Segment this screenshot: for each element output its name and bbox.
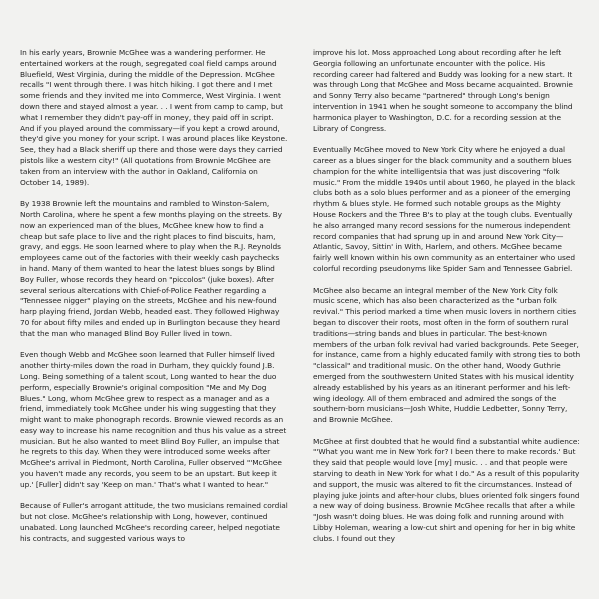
- left-text-column: [20, 48, 288, 555]
- paragraph: In his early years, Brownie McGhee was a wandering performer. He entertained workers at the rough, segregated coal field camps around Bluefield, West Virginia, during the middle of the Depression. McGhee recalls "I went through there. I was hitch hiking. I got there and I met some friends and they invited me into Commerce, West Virginia. I went down there and stayed almost a year. . . I went from camp to camp, but what I remember they didn't pay-off in money, they paid off in script. And if you played around the commissary—if you kept a crowd around, they'd give you money for your script. I was around places like Keystone. See, they had a Black sheriff up there and those were days they carried pistols like a western city!" (All quotations from Brownie McGhee are taken from an interview with the author in Oakland, California on October 14, 1989).: [20, 48, 288, 187]
- paragraph: By 1938 Brownie left the mountains and rambled to Winston-Salem, North Carolina, where he spent a few months playing on the streets. By now an experienced man of the blues, McGhee knew how to find a cheap but safe place to live and the right places to find biscuits, ham, gravy, and eggs. He soon learned where to play when the R.J. Reynolds employees came out of the factories with their weekly cash paychecks in hand. Many of them wanted to hear the latest blues songs by Blind Boy Fuller, whose records they heard on "piccolos" (juke boxes). After several serious altercations with Chief-of-Police Feather regarding a "Tennessee nigger" playing on the streets, McGhee and his new-found harp playing friend, Jordan Webb, headed east. They followed Highway 70 for about fifty miles and ended up in Burlington because they heard that the man who managed Blind Boy Fuller lived in town.: [20, 199, 282, 338]
- paragraph: McGhee also became an integral member of the New York City folk music scene, which has also been characterized as the "urban folk revival." This period marked a time when music lovers in northern cities began to discover their roots, most often in the form of southern rural traditions—string bands and blues in particular. The best-known members of the urban folk revival had varied backgrounds. Pete Seeger, for instance, came from a highly educated family with strong ties to both "classical" and traditional music. On the other hand, Woody Guthrie emerged from the southwestern United States with his musical identity already established by his years as an itinerant performer and his left-wing ideology. All of them embraced and admired the songs of the southern-born musicians—Josh White, Huddie Ledbetter, Sonny Terry, and Brownie McGhee.: [313, 285, 581, 425]
- paragraph: improve his lot. Moss approached Long about recording after he left Georgia following an unfortunate encounter with the police. His recording career had faltered and Buddy was looking for a new start. It was through Long that McGhee and Moss became acquainted. Brownie and Sonny Terry also became "partnered" through Long's benign intervention in 1941 when he sought someone to accompany the blind harmonica player to Washington, D.C. for a recording session at the Library of Congress.: [313, 48, 573, 133]
- right-text-column: [313, 48, 581, 555]
- paragraph: Even though Webb and McGhee soon learned that Fuller himself lived another thirty-miles down the road in Durham, they quickly found J.B. Long. Being something of a talent scout, Long wanted to hear the duo perform, especially Brownie's original composition "Me and My Dog Blues." Long, whom McGhee grew to respect as a manager and as a friend, immediately took McGhee under his wing suggesting that they might want to make phonograph records. Brownie viewed records as an easy way to increase his name recognition and thus his value as a street musician. But he also wanted to meet Blind Boy Fuller, an impulse that he regrets to this day. When they were introduced some weeks after McGhee's arrival in Piedmont, North Carolina, Fuller observed "'McGhee you haven't made any records, you seem to be an upstart. But keep it up.' [Fuller] didn't say 'Keep on man.' That's what I wanted to hear.": [20, 350, 287, 489]
- paragraph: McGhee at first doubted that he would find a substantial white audience: "'What you want me in New York for? I been there to make records.' But they said that people would love [my] music. . . and that people were starving to death in New York for what I do." As a result of this popularity and support, the music was altered to fit the circumstances. Instead of playing juke joints and after-hour clubs, blues oriented folk singers found a new way of doing business. Brownie McGhee recalls that after a while "Josh wasn't doing blues. He was doing folk and running around with Libby Holeman, wearing a low-cut shirt and opening for her in big white clubs. I found out they: [313, 436, 580, 543]
- paragraph: Because of Fuller's arrogant attitude, the two musicians remained cordial but not close. McGhee's relationship with Long, however, continued unabated. Long launched McGhee's recording career, helped negotiate his contracts, and suggested various ways to: [20, 501, 288, 543]
- paragraph: Eventually McGhee moved to New York City where he enjoyed a dual career as a blues singer for the black community and a southern blues champion for the white intelligentsia that was just discovering "folk music." From the middle 1940s until about 1960, he played in the black clubs both as a solo blues performer and as a pioneer of the emerging rhythm & blues style. He formed such notable groups as the Mighty House Rockers and the Three B's to play at the tough clubs. Eventually he also arranged many record sessions for the numerous independent record companies that had sprung up in and around New York City—Atlantic, Savoy, Sittin' in With, Harlem, and others. McGhee became fairly well known within his own community as an entertainer who used colorful recording pseudonyms like Spider Sam and Tennessee Gabriel.: [313, 145, 576, 273]
